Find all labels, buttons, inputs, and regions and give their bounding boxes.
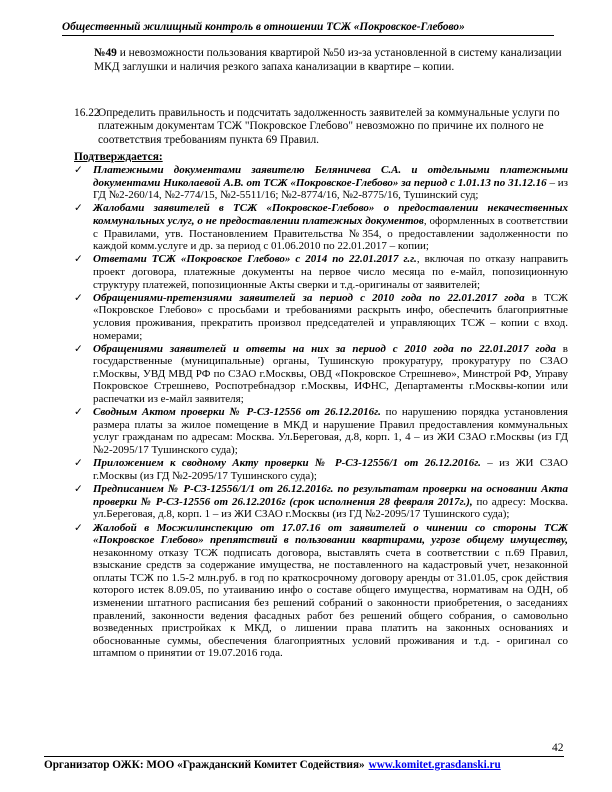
evidence-item-bold: Обращениями-претензиями заявителей за период с 2010 года по 22.01.2017 года <box>93 291 525 304</box>
check-icon: ✓ <box>74 202 83 215</box>
evidence-item <box>74 457 568 482</box>
check-icon: ✓ <box>74 457 83 470</box>
evidence-item <box>74 202 568 252</box>
evidence-item <box>74 483 568 521</box>
intro-bold: №49 <box>94 47 117 59</box>
evidence-item <box>74 253 568 291</box>
evidence-item <box>74 343 568 406</box>
intro-text: и невозможности пользования квартирой №50 из-за установленной в систему канализации МКД заглушки и наличия резкого запаха канализации в квартире – копии. <box>94 47 562 73</box>
evidence-item-text: незаконному отказу ТСЖ подписать договора, выставлять счета в соответствии с п.69 Правил, взыскание средств за содержание имущества, не поставленного на кадастровый учет, незаконной оплаты ТСЖ по 1.5-2 млн.руб. в год по краткосрочному договору аренды от 31.01.05, срок действия которого истек 8.09.05, по утаиванию инфо о составе общего имущества, нормативам на ОДН, об изменении штатного расписания без решений собраний о законности приобретения, о заседаниях правлений, законности ведения фасадных работ без решений общего собрания, о самовольно возведенных пристройках к МКД, о лишении права платить на законных основаниях и обоснованные суммы, обеспечения благоприятных условий проживания и т.д. - оригинал со штампом о принятии от 19.07.2016 года. <box>93 546 568 660</box>
evidence-item-bold: Приложением к сводному Акту проверки № Р-СЗ-12556/1 от 26.12.2016г. <box>93 457 481 470</box>
evidence-item-text: – из ГД №2-260/14, №2-774/15, №2-5511/16; №2-8774/16, №2-8775/16, Тушинский суд; <box>93 176 568 202</box>
evidence-item-text: в ТСЖ «Покровское Глебово» с просьбами и требованиями раскрыть инфо, обеспечить благоприятные условия проживания, прекратить произвол председателей и управляющих ТСЖ – копии с вход. номерами; <box>93 291 569 342</box>
evidence-item-text: по адресу: Москва. ул.Береговая, д.8, корп. 1 – из ЖИ СЗАО г.Москвы (из ГД №2-2095/17 Тушинского суда); <box>93 495 569 521</box>
evidence-item-text: – из ЖИ СЗАО г.Москвы (из ГД №2-2095/17 Тушинского суда); <box>93 457 568 482</box>
section-text: Определить правильность и подсчитать задолженность заявителей за коммунальные услуги по платежным документам ТСЖ "Покровское Глебово" невозможно по причине их полного не соответствия требованиям пункта 69 Правил. <box>98 107 560 146</box>
footer-website-link[interactable]: www.komitet.grasdanski.ru <box>368 759 501 771</box>
header-title: Общественный жилищный контроль в отношении ТСЖ «Покровское-Глебово» <box>62 21 465 33</box>
evidence-item-bold: Жалобами заявителей в ТСЖ «Покровское-Глебово» о предоставлении некачественных коммунальных услуг, о не предоставлении платежных документов <box>93 202 568 227</box>
evidence-item <box>74 406 568 456</box>
evidence-item-bold: Обращениями заявителей и ответы на них за период с 2010 года по 22.01.2017 года <box>93 342 556 355</box>
evidence-item <box>74 522 568 660</box>
page-header <box>62 21 554 36</box>
evidence-item-bold: Сводным Актом проверки № Р-СЗ-12556 от 26.12.2016г. <box>93 406 381 419</box>
check-icon: ✓ <box>74 406 83 419</box>
check-icon: ✓ <box>74 342 83 355</box>
check-icon: ✓ <box>74 253 83 266</box>
page-footer <box>44 756 564 771</box>
section-number: 16.22 <box>74 107 100 119</box>
check-icon: ✓ <box>74 521 83 534</box>
evidence-item-bold: Предписанием № Р-СЗ-12556/1/1 от 26.12.2016г. по результатам проверки на основании Акта проверки № Р-СЗ-12556 от 26.12.2016г (срок исполнения 28 февраля 2017г.), <box>93 483 568 508</box>
evidence-item-bold: Ответами ТСЖ «Покровское Глебово» с 2014 по 22.01.2017 г.г. <box>93 253 417 266</box>
evidence-item <box>74 292 568 342</box>
evidence-item-bold: Платежными документами заявителю Беляничева С.А. и отдельными платежными документами Николаевой А.В. от ТСЖ «Покровское-Глебово» за период с 1.01.13 по 31.12.16 <box>93 164 568 189</box>
check-icon: ✓ <box>74 483 83 496</box>
page-number: 42 <box>552 742 564 754</box>
evidence-item-text: в государственные (муниципальные) органы, Тушинскую прокуратуру, прокуратуру по СЗАО г.Москвы, УВД МВД РФ по СЗАО г.Москвы, ОВД «Покровское Стрешнево», Минстрой РФ, Управу Покровское Стрешнево, Роспотребнадзор г.Москвы, ИФНС, Департаменты г.Москвы-копии или распечатки из е-майл заявителя; <box>93 342 568 406</box>
evidence-item <box>74 164 568 202</box>
evidence-list <box>74 164 568 661</box>
confirm-label: Подтверждается: <box>74 151 163 163</box>
check-icon: ✓ <box>74 164 83 176</box>
evidence-item-text: по нарушению порядка установления размера платы за жилое помещение в МКД и нарушение Правил предоставления коммунальных услуг гражданам по адресам: Москва. Ул.Береговая, д.8, корп. 1, 4 – из ЖИ СЗАО г.Москвы (из ГД №2-2095/17 Тушинского суда); <box>93 406 568 457</box>
section-16-22 <box>74 107 566 147</box>
evidence-item-bold: Жалобой в Мосжилинспекцию от 17.07.16 от заявителей о чинении со стороны ТСЖ «Покровское Глебово» препятствий в пользовании квартирами, угрозе общему имуществу, <box>93 521 568 547</box>
evidence-item-text: , включая по отказу направить проект договора, платежные документы на первое число месяца по е-майл, попозиционную структуру платежей, попозиционные Акты сверки и т.д.-оригиналы от заявителей; <box>93 253 568 291</box>
evidence-item-text: , оформленных в соответствии с Правилами, утв. Постановлением Правительства №354, о предоставлении задолженности по каждой комм.услуге и др. за период с 01.06.2010 по 22.01.2017 – копии; <box>93 214 568 253</box>
check-icon: ✓ <box>74 291 83 304</box>
intro-paragraph <box>94 47 566 74</box>
footer-organizer: Организатор ОЖК: МОО «Гражданский Комитет Содействия» <box>44 759 365 771</box>
